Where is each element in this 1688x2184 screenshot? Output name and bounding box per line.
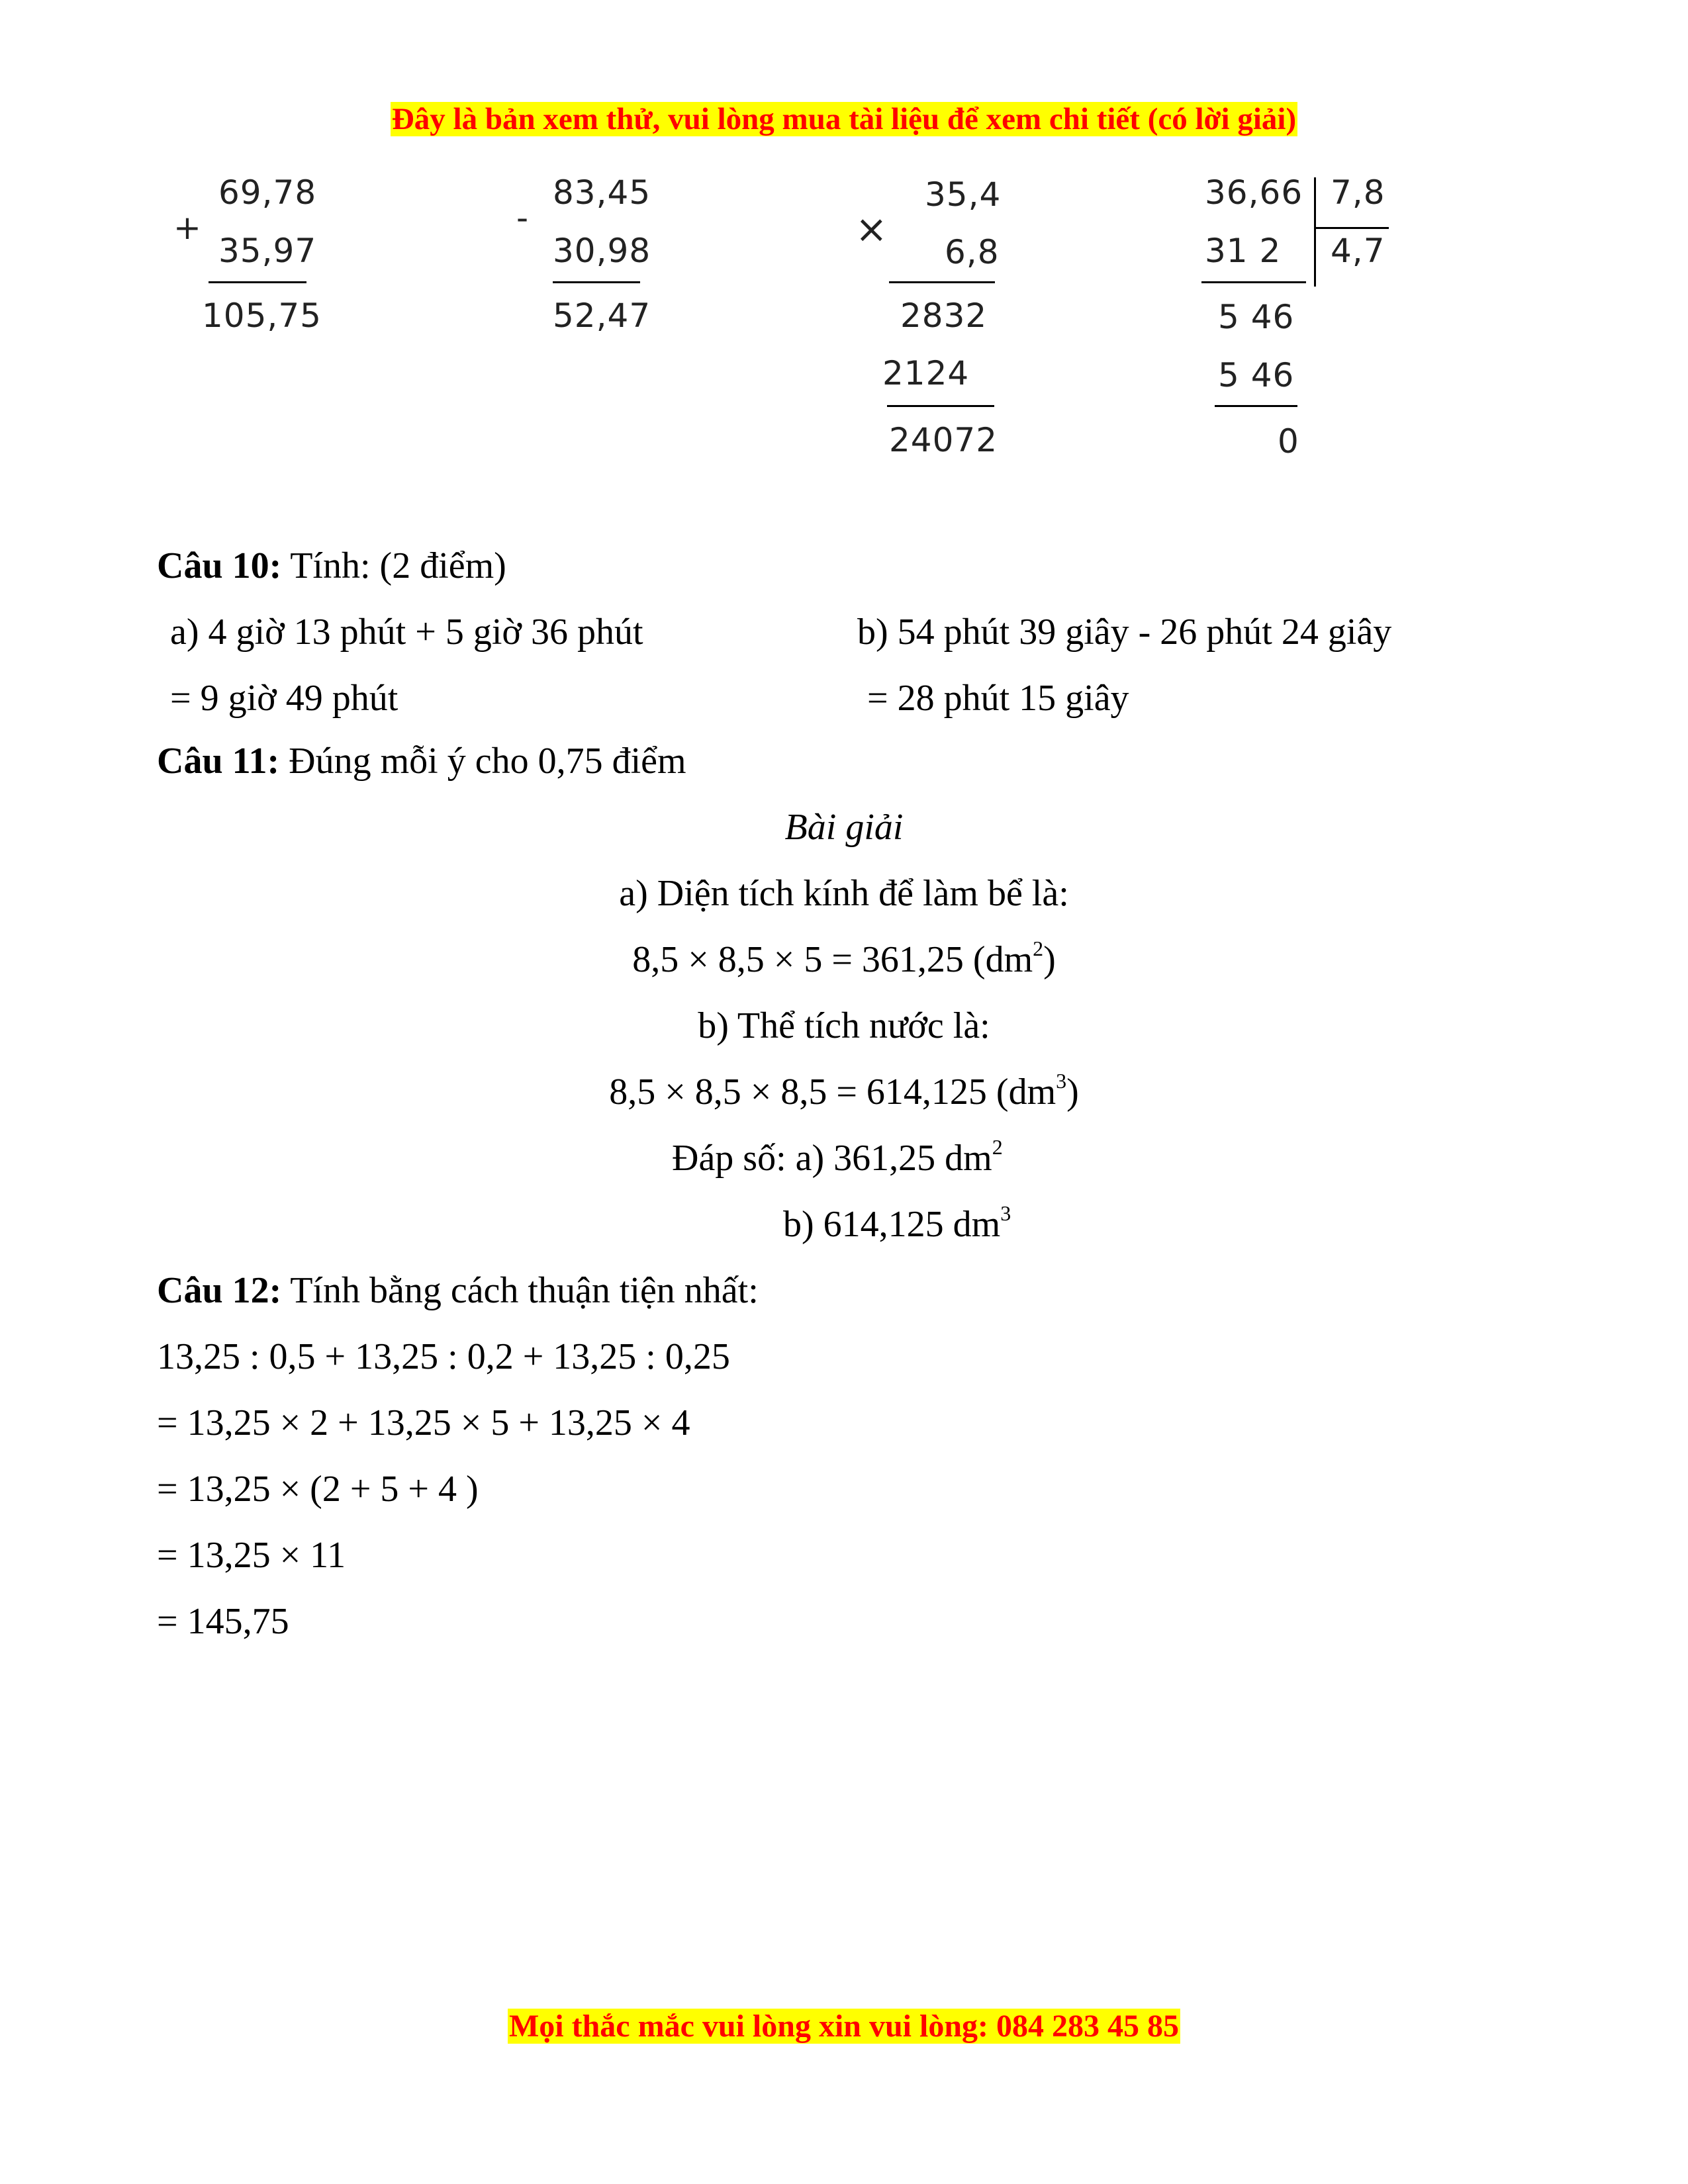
q12-line-5: = 145,75 <box>157 1601 289 1642</box>
addition-result: 105,75 <box>202 296 322 335</box>
division-vertical-rule <box>1314 177 1316 287</box>
q11-b-calculation <box>0 1070 1688 1114</box>
q10-label: Câu 10: <box>157 545 282 586</box>
subtraction-operand-2: 30,98 <box>553 232 651 270</box>
division-line-3: 5 46 <box>1218 356 1295 394</box>
multiplication-partial-1: 2832 <box>900 296 988 335</box>
q11-b-calc-end: ) <box>1066 1071 1079 1113</box>
q12-line-3: = 13,25 × (2 + 5 + 4 ) <box>157 1469 479 1510</box>
q10-b-expression: b) 54 phút 39 giây - 26 phút 24 giây <box>857 612 1392 653</box>
multiplication-operand-2: 6,8 <box>945 233 1000 271</box>
division-quotient: 4,7 <box>1331 232 1385 270</box>
q11-heading <box>157 739 686 783</box>
division-remainder: 0 <box>1278 422 1299 461</box>
division-line-2: 5 46 <box>1218 298 1295 336</box>
q11-label: Câu 11: <box>157 741 280 782</box>
addition-sign: + <box>173 208 202 247</box>
q12-text: Tính bằng cách thuận tiện nhất: <box>281 1270 759 1311</box>
q12-heading <box>157 1269 759 1312</box>
q11-solution-heading: Bài giải <box>784 807 904 848</box>
addition-operand-2: 35,97 <box>218 232 317 270</box>
q11-a-title: a) Diện tích kính để làm bể là: <box>619 873 1069 914</box>
division-rule-2 <box>1215 405 1297 407</box>
multiplication-rule-2 <box>887 405 994 407</box>
q12-line-2: = 13,25 × 2 + 13,25 × 5 + 13,25 × 4 <box>157 1402 690 1443</box>
division-rule-1 <box>1201 281 1306 283</box>
division-line-1: 31 2 <box>1205 232 1282 270</box>
q12-line-4: = 13,25 × 11 <box>157 1535 346 1576</box>
subtraction-sign: - <box>516 199 530 237</box>
multiplication-partial-2: 2124 <box>882 354 970 392</box>
multiplication-rule-1 <box>889 281 995 283</box>
q11-a-calculation <box>0 938 1688 981</box>
q10-a-result: = 9 giờ 49 phút <box>170 678 399 719</box>
q11-a-calc-end: ) <box>1043 939 1056 980</box>
q11-b-calc-sup: 3 <box>1056 1069 1067 1093</box>
subtraction-operand-1: 83,45 <box>553 173 651 212</box>
q10-text: Tính: (2 điểm) <box>281 545 506 586</box>
multiplication-sign: × <box>855 206 888 251</box>
division-divisor-rule <box>1316 227 1389 229</box>
q10-b-result: = 28 phút 15 giây <box>867 678 1129 719</box>
q11-answer-b-text: b) 614,125 dm <box>783 1204 1001 1245</box>
multiplication-operand-1: 35,4 <box>925 175 1002 214</box>
addition-operand-1: 69,78 <box>218 173 317 212</box>
q11-text: Đúng mỗi ý cho 0,75 điểm <box>279 741 686 782</box>
q10-a-expression: a) 4 giờ 13 phút + 5 giờ 36 phút <box>170 612 643 653</box>
q10-heading <box>157 544 506 588</box>
q12-line-1: 13,25 : 0,5 + 13,25 : 0,2 + 13,25 : 0,25 <box>157 1336 730 1377</box>
division-divisor: 7,8 <box>1331 173 1385 212</box>
subtraction-rule <box>553 281 640 283</box>
q11-answer-b <box>783 1203 1011 1246</box>
header-banner-container <box>0 101 1688 138</box>
q11-b-calc-text: 8,5 × 8,5 × 8,5 = 614,125 (dm <box>609 1071 1056 1113</box>
q12-label: Câu 12: <box>157 1270 282 1311</box>
footer-banner: Mọi thắc mắc vui lòng xin vui lòng: 084 283 45 85 <box>508 2009 1180 2044</box>
multiplication-result: 24072 <box>889 421 998 459</box>
division-dividend: 36,66 <box>1205 173 1303 212</box>
q11-answer-a <box>672 1136 1003 1180</box>
q11-answer-b-sup: 3 <box>1000 1201 1011 1225</box>
q11-a-calc-sup: 2 <box>1033 936 1044 960</box>
subtraction-result: 52,47 <box>553 296 651 335</box>
addition-rule <box>209 281 306 283</box>
q11-answer-a-text: Đáp số: a) 361,25 dm <box>672 1138 992 1179</box>
q11-answer-a-sup: 2 <box>992 1135 1003 1159</box>
q11-a-calc-text: 8,5 × 8,5 × 5 = 361,25 (dm <box>632 939 1033 980</box>
q11-b-title: b) Thể tích nước là: <box>698 1005 990 1046</box>
footer-banner-container <box>0 2008 1688 2045</box>
header-banner: Đây là bản xem thử, vui lòng mua tài liệu để xem chi tiết (có lời giải) <box>391 102 1297 136</box>
